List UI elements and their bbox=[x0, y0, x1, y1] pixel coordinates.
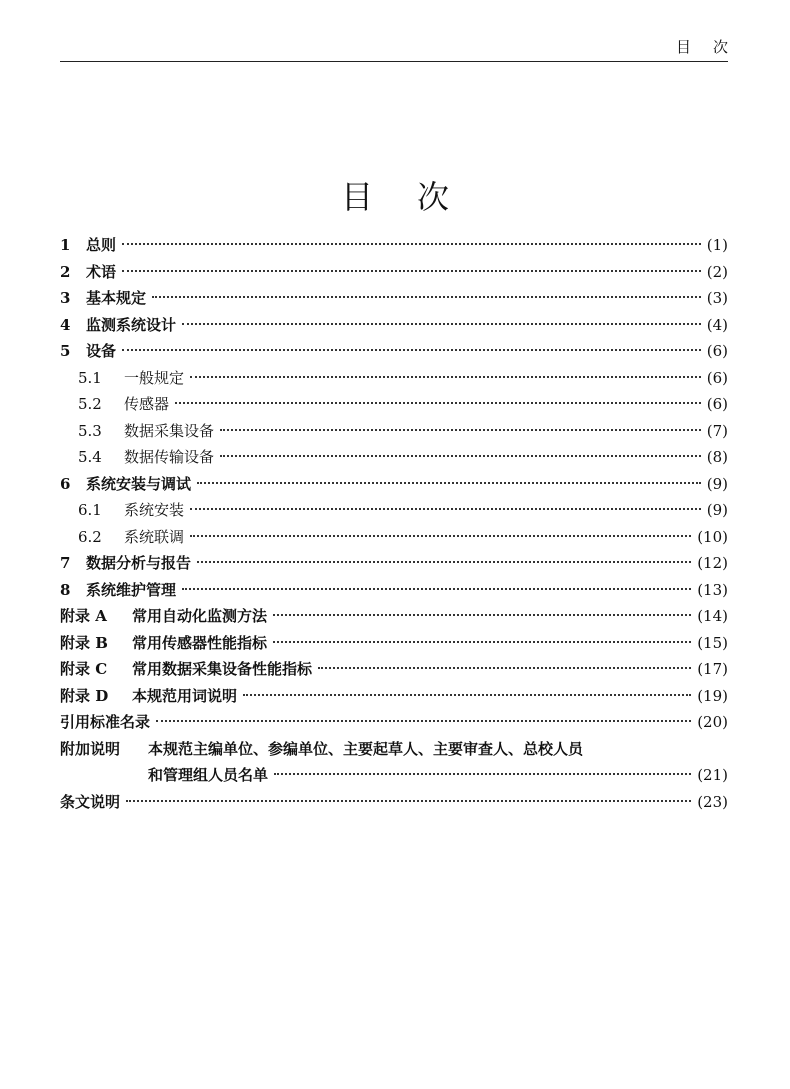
toc-entry-label: 引用标准名录 bbox=[60, 713, 151, 731]
toc-entry-label: 术语 bbox=[86, 262, 117, 281]
toc-entry-number: 5.1 bbox=[78, 368, 102, 387]
toc-entry-number: 附录 B bbox=[60, 633, 108, 652]
toc-dot-leader bbox=[182, 323, 701, 325]
toc-dot-leader bbox=[126, 800, 691, 802]
toc-entry[interactable] bbox=[60, 603, 728, 630]
toc-dot-leader bbox=[243, 694, 691, 696]
toc-entry-page: (23) bbox=[697, 792, 728, 811]
toc-entry-number: 附加说明 bbox=[60, 739, 121, 758]
toc-entry-number: 附录 D bbox=[60, 686, 109, 705]
toc-entry-page: (12) bbox=[697, 554, 728, 572]
toc-entry-number: 5.4 bbox=[78, 448, 102, 466]
toc-entry-label: 常用数据采集设备性能指标 bbox=[132, 660, 313, 678]
toc-entry-label: 一般规定 bbox=[124, 368, 185, 387]
toc-entry-label: 数据采集设备 bbox=[124, 421, 215, 440]
toc-entry-number: 3 bbox=[60, 289, 71, 307]
toc-entry-page: (6) bbox=[706, 368, 728, 387]
toc-entry-label: 常用自动化监测方法 bbox=[132, 607, 268, 625]
toc-entry-page: (4) bbox=[706, 315, 728, 334]
toc-entry-number: 附录 C bbox=[60, 660, 108, 678]
toc-dot-leader bbox=[156, 720, 691, 722]
toc-dot-leader bbox=[220, 455, 701, 457]
toc-dot-leader bbox=[197, 561, 691, 563]
toc-entry-number: 6 bbox=[60, 474, 71, 493]
toc-entry-label: 本规范用词说明 bbox=[132, 686, 238, 705]
toc-entry-number: 6.1 bbox=[78, 501, 102, 519]
toc-entry[interactable] bbox=[60, 312, 728, 339]
toc-entry[interactable] bbox=[60, 577, 728, 604]
toc-dot-leader bbox=[190, 376, 701, 378]
toc-entry-number: 2 bbox=[60, 262, 71, 281]
toc-entry-page: (19) bbox=[697, 686, 728, 705]
running-header-text: 目次 bbox=[675, 38, 750, 56]
toc-entry-page: (20) bbox=[697, 713, 728, 731]
toc-entry-page: (8) bbox=[706, 448, 728, 466]
toc-entry-label: 系统联调 bbox=[124, 527, 185, 546]
toc-entry-number: 8 bbox=[60, 580, 71, 599]
toc-dot-leader bbox=[220, 429, 701, 431]
toc-entry-label: 监测系统设计 bbox=[86, 315, 177, 334]
toc-entry-label: 系统安装 bbox=[124, 501, 185, 519]
toc-entry-label: 本规范主编单位、参编单位、主要起草人、主要审查人、总校人员 bbox=[148, 739, 584, 758]
toc-entry-number: 5.2 bbox=[78, 395, 102, 413]
toc-entry-page: (17) bbox=[697, 660, 728, 678]
toc-entry[interactable] bbox=[60, 656, 728, 683]
toc-entry-page: (9) bbox=[706, 474, 728, 493]
toc-entry-number: 5.3 bbox=[78, 421, 102, 440]
toc-entry[interactable] bbox=[60, 524, 728, 551]
running-header bbox=[60, 0, 750, 62]
toc-dot-leader bbox=[190, 508, 701, 510]
toc-entry-number: 7 bbox=[60, 554, 71, 572]
toc-entry-label: 传感器 bbox=[124, 395, 170, 413]
toc-dot-leader bbox=[122, 243, 701, 245]
toc-entry-label: 系统维护管理 bbox=[86, 580, 177, 599]
toc-entry-label: 和管理组人员名单 bbox=[148, 766, 269, 784]
toc-entry[interactable] bbox=[60, 762, 728, 789]
toc-entry[interactable] bbox=[60, 471, 728, 498]
toc-entry-label: 条文说明 bbox=[60, 792, 121, 811]
toc-entry-number: 5 bbox=[60, 342, 71, 360]
toc-entry-label: 设备 bbox=[86, 342, 117, 360]
toc-entry-page: (6) bbox=[706, 342, 728, 360]
toc-entry-page: (7) bbox=[706, 421, 728, 440]
toc-entry[interactable] bbox=[60, 736, 728, 763]
toc-entry[interactable] bbox=[60, 232, 728, 259]
toc-entry[interactable] bbox=[60, 497, 728, 524]
toc-entry[interactable] bbox=[60, 285, 728, 312]
toc-entry-page: (14) bbox=[697, 607, 728, 625]
toc-entry[interactable] bbox=[60, 709, 728, 736]
toc-dot-leader bbox=[122, 270, 701, 272]
toc-dot-leader bbox=[182, 588, 691, 590]
toc-entry-page: (21) bbox=[697, 766, 728, 784]
toc-entry[interactable] bbox=[60, 338, 728, 365]
toc-dot-leader bbox=[175, 402, 701, 404]
toc-dot-leader bbox=[273, 641, 691, 643]
toc-entry-page: (10) bbox=[697, 527, 728, 546]
toc-dot-leader bbox=[273, 614, 691, 616]
toc-entry-page: (1) bbox=[706, 236, 728, 254]
toc-entry-page: (6) bbox=[706, 395, 728, 413]
toc-entry-page: (13) bbox=[697, 580, 728, 599]
toc-entry-number: 4 bbox=[60, 315, 71, 334]
toc-dot-leader bbox=[318, 667, 691, 669]
toc-dot-leader bbox=[190, 535, 691, 537]
toc-entry-label: 总则 bbox=[86, 236, 117, 254]
toc-dot-leader bbox=[152, 296, 701, 298]
toc-entry-label: 基本规定 bbox=[86, 289, 147, 307]
toc-entry-label: 数据传输设备 bbox=[124, 448, 215, 466]
toc-entry[interactable] bbox=[60, 683, 728, 710]
toc-dot-leader bbox=[274, 773, 691, 775]
toc-entry[interactable] bbox=[60, 630, 728, 657]
toc-entry-number: 附录 A bbox=[60, 607, 107, 625]
page-title: 目次 bbox=[340, 178, 493, 216]
toc-entry-number: 1 bbox=[60, 236, 71, 254]
toc-dot-leader bbox=[197, 482, 701, 484]
toc-entry[interactable] bbox=[60, 444, 728, 471]
toc-entry-page: (9) bbox=[706, 501, 728, 519]
toc-entry-label: 数据分析与报告 bbox=[86, 554, 192, 572]
toc-dot-leader bbox=[122, 349, 701, 351]
toc-entry-page: (15) bbox=[697, 633, 728, 652]
toc-entry[interactable] bbox=[60, 365, 728, 392]
table-of-contents bbox=[60, 232, 728, 815]
toc-entry-label: 常用传感器性能指标 bbox=[132, 633, 268, 652]
toc-entry-page: (2) bbox=[706, 262, 728, 281]
toc-entry-page: (3) bbox=[706, 289, 728, 307]
toc-entry-label: 系统安装与调试 bbox=[86, 474, 192, 493]
toc-entry[interactable] bbox=[60, 418, 728, 445]
toc-entry-number: 6.2 bbox=[78, 527, 102, 546]
toc-entry[interactable] bbox=[60, 259, 728, 286]
toc-entry[interactable] bbox=[60, 789, 728, 816]
toc-entry[interactable] bbox=[60, 391, 728, 418]
toc-entry[interactable] bbox=[60, 550, 728, 577]
